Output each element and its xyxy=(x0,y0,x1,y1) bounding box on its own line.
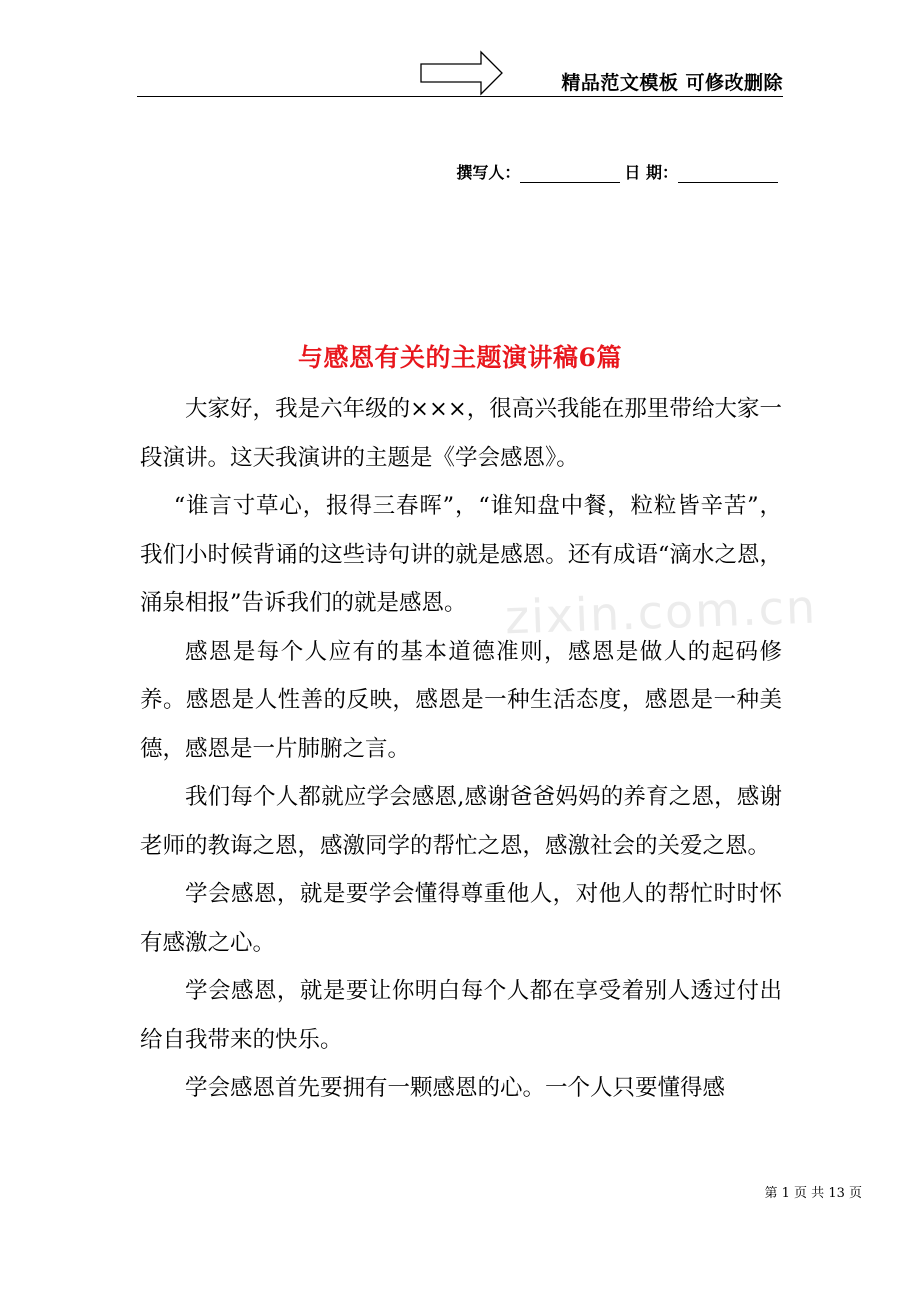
paragraph: “谁言寸草心，报得三春晖”，“谁知盘中餐，粒粒皆辛苦”，我们小时候背诵的这些诗句讲的就是感恩。还有成语“滴水之恩，涌泉相报”告诉我们的就是感恩。 xyxy=(140,493,782,616)
date-blank xyxy=(678,164,778,183)
watermark: zixin.com.cn xyxy=(504,579,818,645)
author-label: 撰写人： xyxy=(456,163,521,182)
arrow-right-icon xyxy=(420,50,504,96)
header-banner-text: 精品范文模板 可修改删除 xyxy=(561,72,783,94)
author-blank xyxy=(520,164,620,183)
paragraph: 学会感恩，就是要学会懂得尊重他人，对他人的帮忙时时怀有感激之心。 xyxy=(140,881,782,956)
page-number: 第 1 页 共 13 页 xyxy=(764,1186,862,1201)
paragraph: 大家好，我是六年级的×××，很高兴我能在那里带给大家一段演讲。这天我演讲的主题是《学会感恩》。 xyxy=(140,396,782,471)
document-body xyxy=(140,385,782,1113)
paragraph: 学会感恩首先要拥有一颗感恩的心。一个人只要懂得感 xyxy=(185,1075,726,1101)
author-date-line xyxy=(456,160,782,183)
paragraph: 我们每个人都就应学会感恩,感谢爸爸妈妈的养育之恩，感谢老师的教诲之恩，感激同学的帮忙之恩，感激社会的关爱之恩。 xyxy=(140,784,782,859)
date-label: 日 期： xyxy=(624,163,678,182)
paragraph: 感恩是每个人应有的基本道德准则，感恩是做人的起码修养。感恩是人性善的反映，感恩是一种生活态度，感恩是一种美德，感恩是一片肺腑之言。 xyxy=(140,638,782,762)
paragraph: 学会感恩，就是要让你明白每个人都在享受着别人透过付出给自我带来的快乐。 xyxy=(140,978,782,1053)
header-divider xyxy=(137,96,783,97)
document-title: 与感恩有关的主题演讲稿6篇 xyxy=(298,343,622,372)
page-header xyxy=(137,50,783,98)
